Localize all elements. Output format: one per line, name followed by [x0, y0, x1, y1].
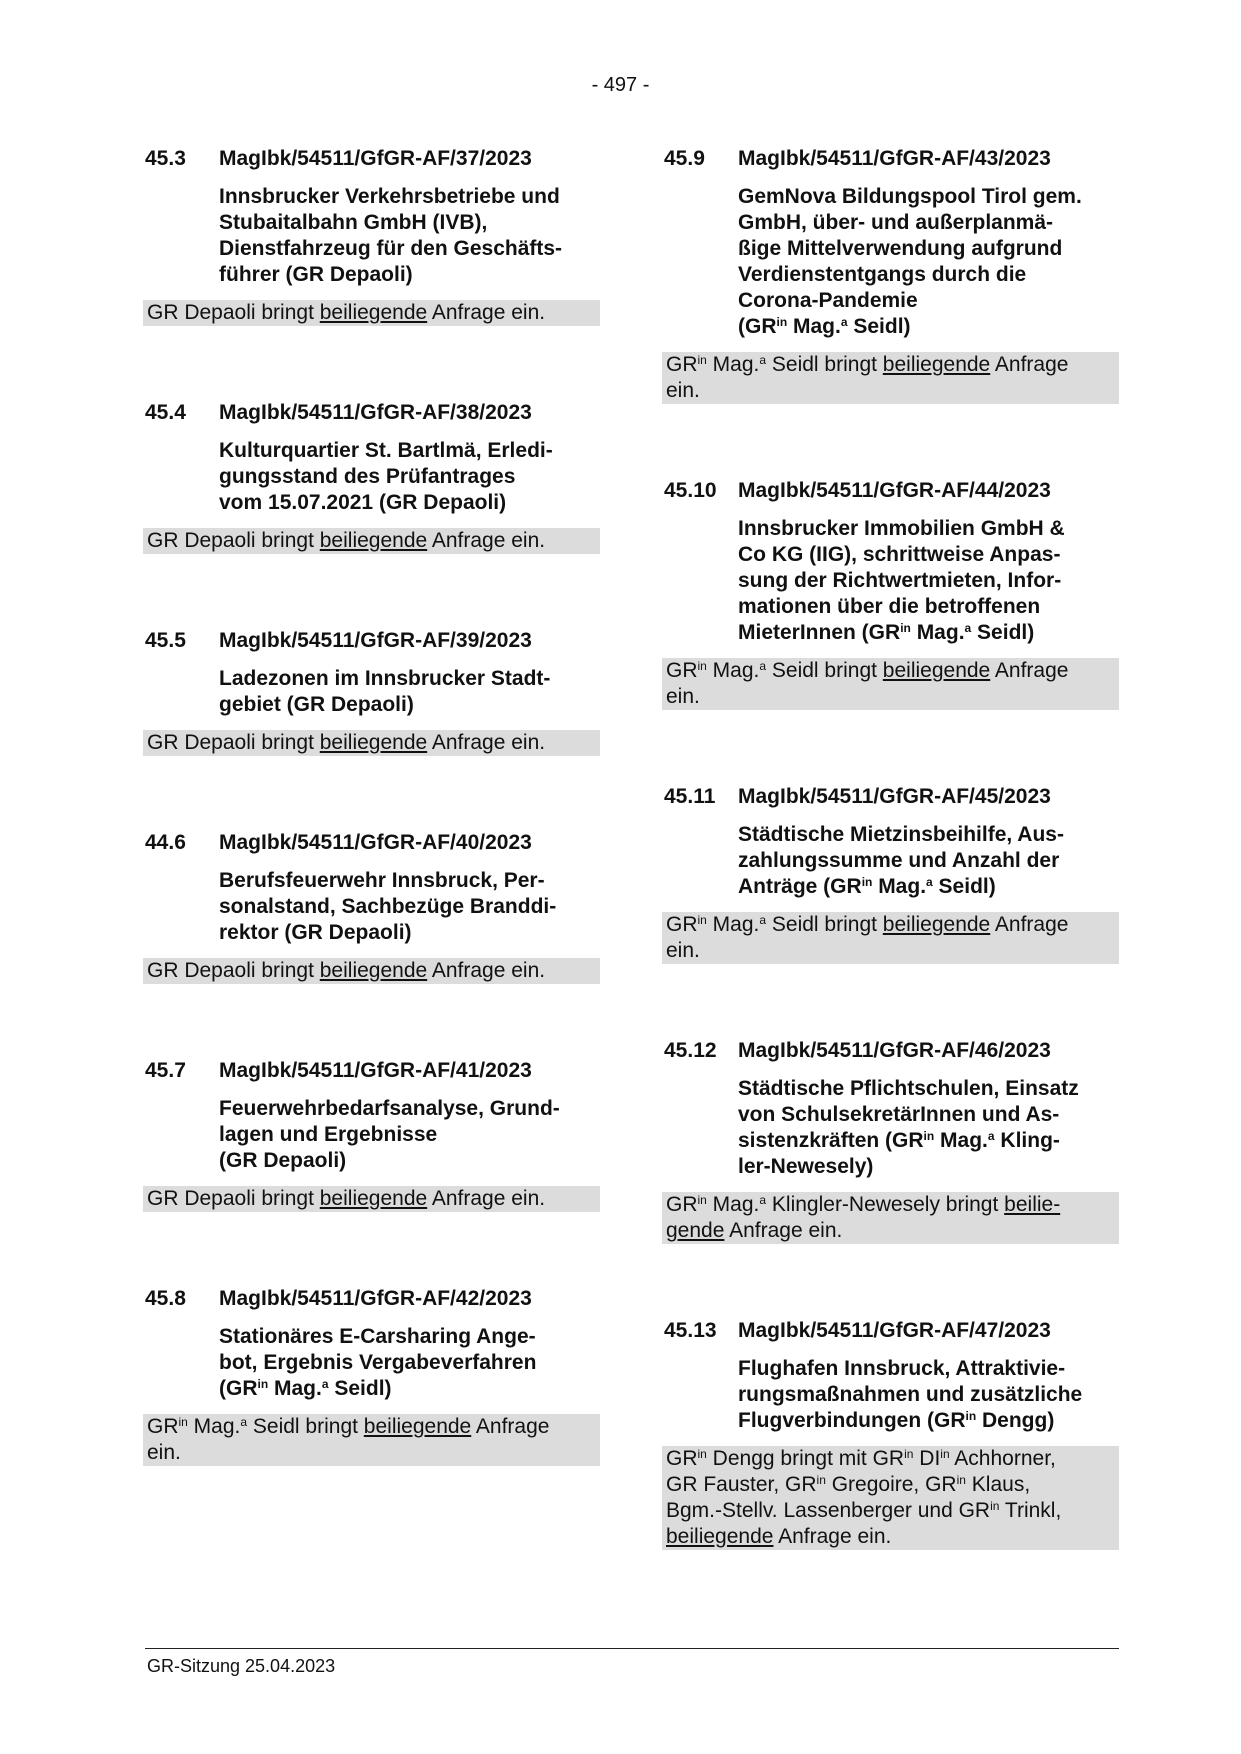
agenda-item-reference: MagIbk/54511/GfGR-AF/40/2023 — [219, 831, 532, 854]
attachment-reference: beiliegende — [666, 1525, 774, 1548]
agenda-item-number: 45.9 — [664, 147, 705, 170]
attachment-reference: beiliegende — [882, 913, 991, 936]
agenda-item-number: 45.13 — [664, 1319, 717, 1342]
agenda-item-reference: MagIbk/54511/GfGR-AF/41/2023 — [219, 1059, 532, 1082]
agenda-item-note: $GR^{in}$ Mag.$^a$ Seidl bringt beiliegende Anfrage ein. — [662, 658, 1119, 710]
attachment-reference: gende — [666, 1219, 725, 1242]
agenda-item-title: Innsbrucker Verkehrsbetriebe und Stubaitalbahn GmbH (IVB), Dienstfahrzeug für den Geschäfts- führer (GR Depaoli) — [219, 185, 563, 286]
agenda-item-heading — [145, 830, 600, 856]
agenda-item — [145, 628, 600, 756]
agenda-item-heading — [145, 400, 600, 426]
agenda-item-heading — [664, 1038, 1119, 1064]
agenda-item-title: Flughafen Innsbruck, Attraktivie- rungsmaßnahmen und zusätzliche Flugverbindungen ($GR^{in}$ Dengg) — [738, 1357, 1083, 1432]
agenda-item-title: Ladezonen im Innsbrucker Stadt- gebiet (GR Depaoli) — [219, 667, 551, 716]
agenda-item-title: Berufsfeuerwehr Innsbruck, Per- sonalstand, Sachbezüge Branddi- rektor (GR Depaoli) — [219, 869, 557, 944]
footer-text: GR-Sitzung 25.04.2023 — [147, 1656, 336, 1676]
agenda-item-note: $GR^{in}$ Dengg bringt mit $GR^{in}$ $DI^{in}$ Achhorner, GR Fauster, $GR^{in}$ Gregoire, $GR^{in}$ Klaus, Bgm.-Stellv. Lassenberger und $GR^{in}$ Trinkl, beiliegende Anfrage ein. — [662, 1446, 1119, 1550]
agenda-item-heading — [664, 146, 1119, 172]
agenda-item-heading — [664, 1318, 1119, 1344]
agenda-item-reference: MagIbk/54511/GfGR-AF/37/2023 — [219, 147, 532, 170]
agenda-item-heading — [145, 146, 600, 172]
agenda-item-title: Innsbrucker Immobilien GmbH & Co KG (IIG), schrittweise Anpas- sung der Richtwertmieten, Infor- mationen über die betroffenen MieterInnen ($GR^{in}$ Mag.$^a$ Seidl) — [738, 517, 1065, 644]
agenda-item-heading — [145, 628, 600, 654]
attachment-reference: beiliegende — [363, 1415, 472, 1438]
attachment-reference: beiliegende — [319, 959, 428, 982]
agenda-item-title: Kulturquartier St. Bartlmä, Erledi- gungsstand des Prüfantrages vom 15.07.2021 (GR Depaoli) — [219, 439, 553, 514]
agenda-item-title: GemNova Bildungspool Tirol gem. GmbH, über- und außerplanmä- ßige Mittelverwendung aufgrund Verdienstentgangs durch die Corona-Pandemie ($GR^{in}$ Mag.$^a$ Seidl) — [738, 185, 1082, 338]
attachment-reference: beiliegende — [882, 353, 991, 376]
agenda-item — [664, 146, 1119, 404]
page-number: - 497 - — [591, 74, 650, 96]
agenda-item-note: $GR^{in}$ Mag.$^a$ Seidl bringt beiliegende Anfrage ein. — [662, 352, 1119, 404]
agenda-item-heading — [145, 1286, 600, 1312]
agenda-item — [664, 1038, 1119, 1244]
agenda-item-number: 45.11 — [664, 785, 716, 808]
agenda-item-number: 45.4 — [145, 401, 186, 424]
agenda-item — [145, 400, 600, 554]
agenda-item-title: Städtische Mietzinsbeihilfe, Aus- zahlungssumme und Anzahl der Anträge ($GR^{in}$ Mag.$^a$ Seidl) — [738, 823, 1064, 898]
agenda-item-number: 45.10 — [664, 479, 717, 502]
agenda-item-number: 45.5 — [145, 629, 186, 652]
agenda-item-reference: MagIbk/54511/GfGR-AF/44/2023 — [738, 479, 1051, 502]
agenda-item-reference: MagIbk/54511/GfGR-AF/45/2023 — [738, 785, 1051, 808]
agenda-item-reference: MagIbk/54511/GfGR-AF/47/2023 — [738, 1319, 1051, 1342]
agenda-item-reference: MagIbk/54511/GfGR-AF/42/2023 — [219, 1287, 532, 1310]
agenda-item-reference: MagIbk/54511/GfGR-AF/38/2023 — [219, 401, 532, 424]
left-column — [145, 146, 600, 1466]
agenda-item — [664, 1318, 1119, 1550]
agenda-item-note: GR Depaoli bringt beiliegende Anfrage ein. — [143, 300, 600, 326]
agenda-item-reference: MagIbk/54511/GfGR-AF/46/2023 — [738, 1039, 1051, 1062]
agenda-item — [664, 784, 1119, 964]
attachment-reference: beiliegende — [882, 659, 991, 682]
agenda-item — [145, 830, 600, 984]
right-column — [664, 146, 1119, 1550]
attachment-reference: beilie- — [1004, 1193, 1061, 1216]
agenda-item-note: GR Depaoli bringt beiliegende Anfrage ein. — [143, 958, 600, 984]
agenda-item — [145, 1286, 600, 1466]
agenda-item-title: Feuerwehrbedarfsanalyse, Grund- lagen und Ergebnisse (GR Depaoli) — [219, 1097, 560, 1172]
attachment-reference: beiliegende — [319, 731, 428, 754]
agenda-item-number: 44.6 — [145, 831, 186, 854]
agenda-item-heading — [664, 478, 1119, 504]
agenda-item-reference: MagIbk/54511/GfGR-AF/43/2023 — [738, 147, 1051, 170]
attachment-reference: beiliegende — [319, 529, 428, 552]
agenda-item-reference: MagIbk/54511/GfGR-AF/39/2023 — [219, 629, 532, 652]
agenda-item-number: 45.3 — [145, 147, 186, 170]
agenda-item — [145, 1058, 600, 1212]
agenda-item-note: GR Depaoli bringt beiliegende Anfrage ein. — [143, 1186, 600, 1212]
agenda-item-number: 45.12 — [664, 1039, 717, 1062]
agenda-item-heading — [664, 784, 1119, 810]
agenda-item-number: 45.8 — [145, 1287, 186, 1310]
agenda-item-note: $GR^{in}$ Mag.$^a$ Seidl bringt beiliegende Anfrage ein. — [143, 1414, 600, 1466]
attachment-reference: beiliegende — [319, 301, 428, 324]
agenda-item-number: 45.7 — [145, 1059, 186, 1082]
agenda-item-title: Stationäres E-Carsharing Ange- bot, Ergebnis Vergabeverfahren ($GR^{in}$ Mag.$^a$ Seidl) — [219, 1325, 537, 1400]
agenda-item-note: $GR^{in}$ Mag.$^a$ Seidl bringt beiliegende Anfrage ein. — [662, 912, 1119, 964]
agenda-item-heading — [145, 1058, 600, 1084]
agenda-item-note: GR Depaoli bringt beiliegende Anfrage ein. — [143, 528, 600, 554]
agenda-item — [145, 146, 600, 326]
footer-rule — [145, 1648, 1119, 1649]
agenda-item-note: $GR^{in}$ Mag.$^a$ Klingler-Newesely bringt beilie- gende Anfrage ein. — [662, 1192, 1119, 1244]
agenda-item-note: GR Depaoli bringt beiliegende Anfrage ein. — [143, 730, 600, 756]
agenda-item-title: Städtische Pflichtschulen, Einsatz von SchulsekretärInnen und As- sistenzkräften ($GR^{in}$ Mag.$^a$ Kling- ler-Newesely) — [738, 1077, 1079, 1178]
agenda-item — [664, 478, 1119, 710]
attachment-reference: beiliegende — [319, 1187, 428, 1210]
